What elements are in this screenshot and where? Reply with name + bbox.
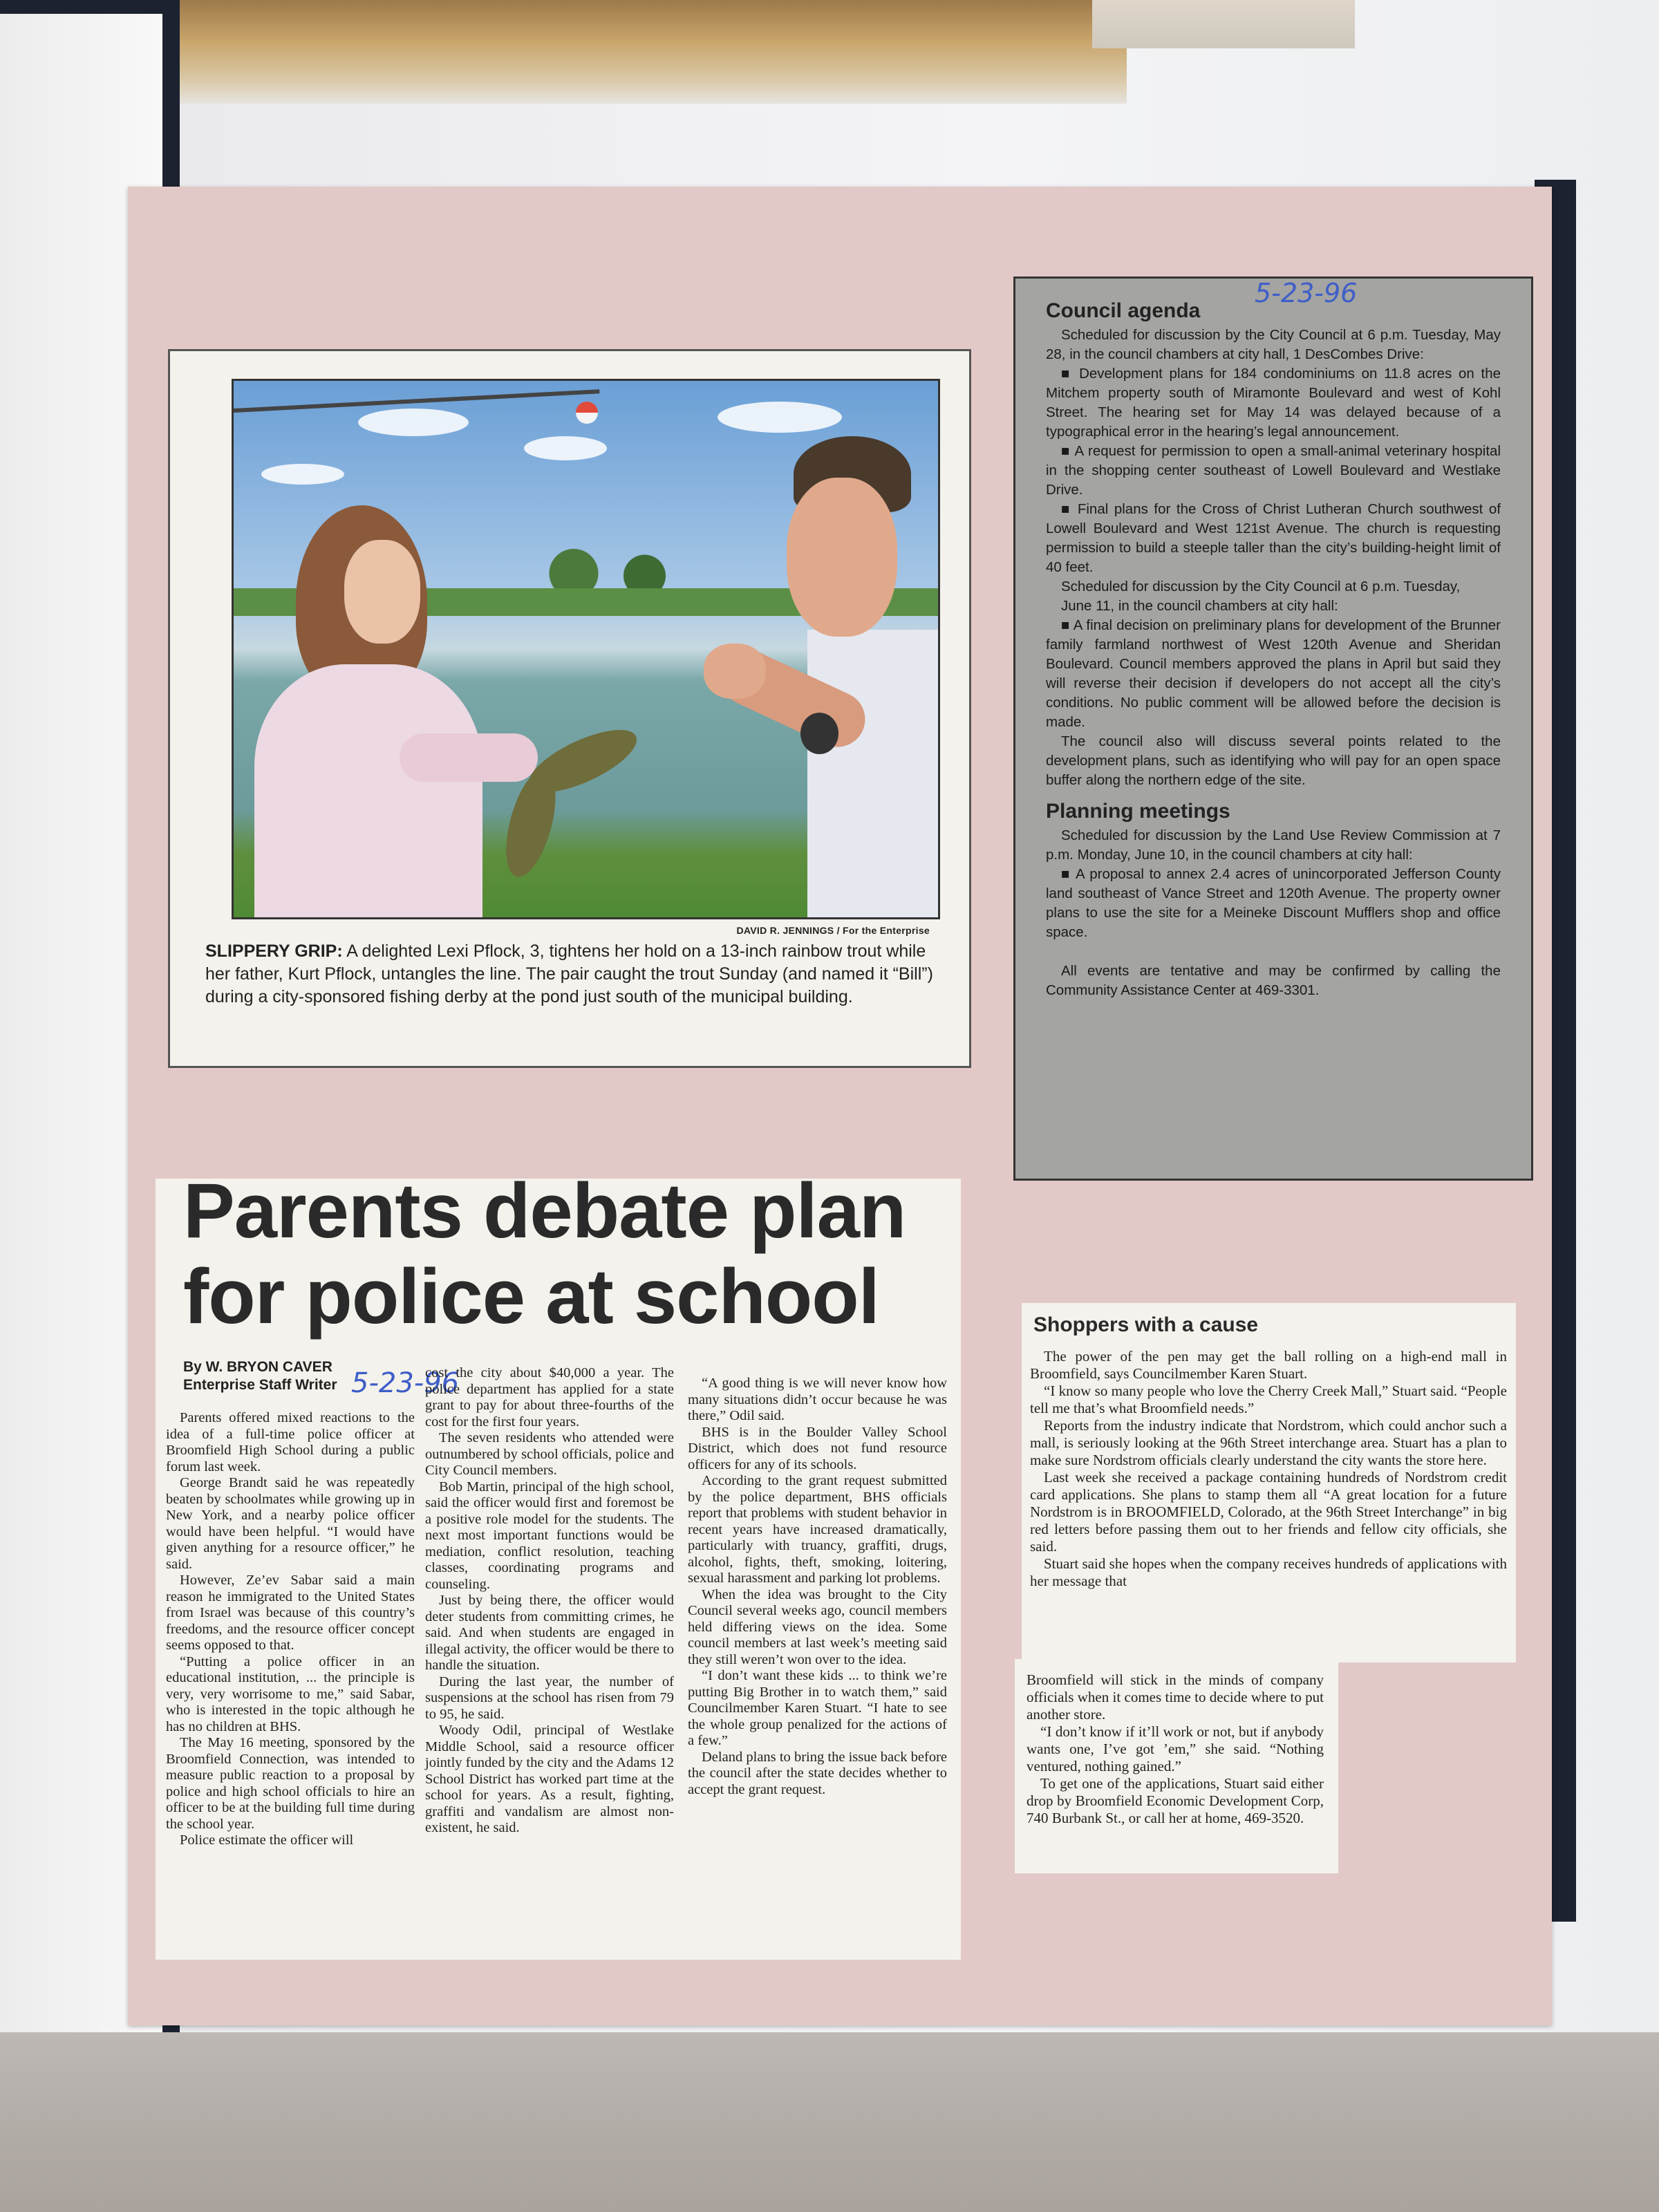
shoppers-paragraph: Stuart said she hopes when the company receives hundreds of applications with her message that [1030, 1555, 1507, 1589]
caption-text: A delighted Lexi Pflock, 3, tightens her hold on a 13-inch rainbow trout while her father, Kurt Pflock, untangles the line. The pair caught the trout Sunday (and named it “Bill”) during a city-sponsored fishing derby at the pond just south of the municipal building. [205, 941, 933, 1006]
article-column-2 [425, 1365, 674, 1837]
shoppers-paragraph: Reports from the industry indicate that Nordstrom, which could anchor such a mall, is seriously looking at the 96th Street interchange area. Stuart has a plan to make sure Nordstrom officials clearly understand the city wants the store here. [1030, 1417, 1507, 1468]
agenda-paragraph: June 11, in the council chambers at city hall: [1061, 598, 1338, 614]
article-paragraph: “Putting a police officer in an educational institution, ... the principle is very, very worrisome to me,” said Sabar, who is interested in the topic although he has no children at BHS. [166, 1653, 415, 1734]
article-paragraph: The May 16 meeting, sponsored by the Broomfield Connection, was intended to measure public reaction to a proposal by police and high school officials to hire an officer to be at the building full time during the school year. [166, 1735, 415, 1832]
article-paragraph: However, Ze’ev Sabar said a main reason he immigrated to the United States from Israel was because of this country’s freedoms, and the resource officer concept seems opposed to that. [166, 1573, 415, 1653]
headline-line-2: for police at school [183, 1253, 879, 1340]
planning-title: Planning meetings [1046, 800, 1230, 823]
article-paragraph: During the last year, the number of suspensions at the school has risen from 79 to 95, he said. [425, 1674, 674, 1722]
agenda-paragraph: Scheduled for discussion by the City Council at 6 p.m. Tuesday, May 28, in the council chambers at city hall, 1 DesCombes Drive: [1046, 327, 1501, 362]
article-paragraph: According to the grant request submitted by the police department, BHS officials report that problems with student behavior in recent years have increased dramatically, particularly with truancy, graffiti, drugs, alcohol, fights, theft, smoking, loitering, sexual harassment and parking lot problems. [688, 1473, 947, 1586]
agenda-item: ■ A final decision on preliminary plans for development of the Brunner family farmland northwest of West 120th Avenue and Sheridan Boulevard. Council members approved the plans in April but said they will reverse their decision if developers do not accept all the city’s conditions. No public comment will be allowed before the decision is made. [1046, 616, 1501, 732]
agenda-item: ■ Development plans for 184 condominiums on 11.8 acres on the Mitchem property south of Miramonte Boulevard and west of Kohl Street. The hearing set for May 14 was delayed because of a typographical error in the hearing’s legal announcement. [1046, 364, 1501, 442]
shoppers-paragraph: “I know so many people who love the Cherry Creek Mall,” Stuart said. “People tell me that’s what Broomfield needs.” [1030, 1382, 1507, 1416]
caption-label: SLIPPERY GRIP: [205, 941, 343, 961]
headline-line-1: Parents debate plan [183, 1168, 906, 1254]
article-column-3 [688, 1376, 947, 1798]
agenda-title: Council agenda [1046, 299, 1201, 322]
agenda-footnote: All events are tentative and may be confirmed by calling the Community Assistance Center at 469-3301. [1046, 963, 1501, 998]
shoppers-paragraph: Broomfield will stick in the minds of company officials when it comes time to decide where to put another store. [1027, 1671, 1324, 1723]
shoppers-title: Shoppers with a cause [1033, 1313, 1259, 1336]
agenda-paragraph: Scheduled for discussion by the Land Use Review Commission at 7 p.m. Monday, June 10, in the council chambers at city hall: [1046, 827, 1501, 863]
byline-role: Enterprise Staff Writer [183, 1377, 337, 1393]
agenda-item: ■ Final plans for the Cross of Christ Lutheran Church southwest of Lowell Boulevard and West 121st Avenue. The church is requesting permission to build a steeple taller than the city’s building-height limit of 40 feet. [1046, 500, 1501, 577]
floor [0, 2032, 1659, 2212]
book-edge [48, 0, 1127, 104]
article-paragraph: Woody Odil, principal of Westlake Middle School, said a resource officer jointly funded by the city and the Adams 12 School District has worked part time at the school for years. As a result, fighting, graffiti and vandalism are almost non-existent, he said. [425, 1723, 674, 1835]
article-column-1 [166, 1410, 415, 1849]
article-paragraph: “I don’t want these kids ... to think we’re putting Big Brother in to watch them,” said Councilmember Karen Stuart. “I hate to see the whole group penalized for the actions of a few.” [688, 1668, 947, 1748]
article-headline [183, 1168, 957, 1340]
agenda-paragraph: The council also will discuss several points related to the development plans, such as identifying who will pay for an open space buffer along the northern edge of the site. [1046, 733, 1501, 788]
article-paragraph: The seven residents who attended were outnumbered by school officials, police and City Council members. [425, 1430, 674, 1478]
agenda-handwritten-date: 5-23-96 [1255, 278, 1358, 308]
book-edge-right [1092, 0, 1355, 48]
agenda-paragraph: Scheduled for discussion by the City Council at 6 p.m. Tuesday, [1061, 579, 1461, 594]
article-paragraph: BHS is in the Boulder Valley School District, which does not fund resource officers for any of its schools. [688, 1424, 947, 1472]
fishing-photo [232, 379, 940, 919]
shoppers-paragraph: “I don’t know if it’ll work or not, but if anybody wants one, I’ve got ’em,” she said. “Nothing ventured, nothing gained.” [1027, 1723, 1324, 1774]
article-paragraph: Deland plans to bring the issue back before the council after the state decides whether to accept the grant request. [688, 1749, 947, 1797]
article-paragraph: Parents offered mixed reactions to the idea of a full-time police officer at Broomfield High School during a public forum last week. [166, 1410, 415, 1474]
article-paragraph: Police estimate the officer will [180, 1833, 354, 1848]
article-paragraph: Bob Martin, principal of the high school, said the officer would first and foremost be a positive role model for the students. The next most important functions would be mediation, conflict resolution, teaching classes, coordinating programs and counseling. [425, 1479, 674, 1592]
shoppers-wide-text [1030, 1348, 1507, 1590]
byline-name: By W. BRYON CAVER [183, 1359, 332, 1375]
article-paragraph: Just by being there, the officer would deter students from committing crimes, he said. And when students are engaged in illegal activity, the officer would be there to handle the situation. [425, 1593, 674, 1673]
article-handwritten-date: 5-23-96 [351, 1367, 460, 1399]
shoppers-paragraph: Last week she received a package containing hundreds of Nordstrom credit card applications. She plans to stamp them all “A great location for a future Nordstrom is in BROOMFIELD, Colorado, at the 96th Street Interchange” in big red letters before passing them out to her friends and fellow city officials, she said. [1030, 1469, 1507, 1555]
agenda-item: ■ A proposal to annex 2.4 acres of unincorporated Jefferson County land southeast of Vance Street and 120th Avenue. The property owner plans to use the site for a Meineke Discount Mufflers shop and office space. [1046, 865, 1501, 942]
article-paragraph: cost the city about $40,000 a year. The police department has applied for a state grant to pay for about three-fourths of the cost for the first four years. [425, 1365, 674, 1430]
shoppers-paragraph: To get one of the applications, Stuart said either drop by Broomfield Economic Development Corp, 740 Burbank St., or call her at home, 469-3520. [1027, 1775, 1324, 1826]
article-paragraph: When the idea was brought to the City Council several weeks ago, council members held differing views on the idea. Some council members at last week’s meeting said they still weren’t won over to the idea. [688, 1586, 947, 1667]
council-agenda-clipping [1013, 276, 1533, 1181]
photo-credit: DAVID R. JENNINGS / For the Enterprise [736, 925, 930, 936]
shoppers-narrow-text [1027, 1671, 1324, 1827]
article-paragraph: “A good thing is we will never know how many situations didn’t occur because he was there,” Odil said. [688, 1376, 947, 1423]
agenda-item: ■ A request for permission to open a small-animal veterinary hospital in the shopping center southeast of Lowell Boulevard and Westlake Drive. [1046, 442, 1501, 500]
photo-caption [205, 940, 935, 1009]
shoppers-paragraph: The power of the pen may get the ball rolling on a high-end mall in Broomfield, says Councilmember Karen Stuart. [1030, 1348, 1507, 1382]
article-paragraph: George Brandt said he was repeatedly beaten by schoolmates while growing up in New York, and a nearby police officer would have been helpful. “I would have given anything for a resource officer,” he said. [166, 1475, 415, 1572]
